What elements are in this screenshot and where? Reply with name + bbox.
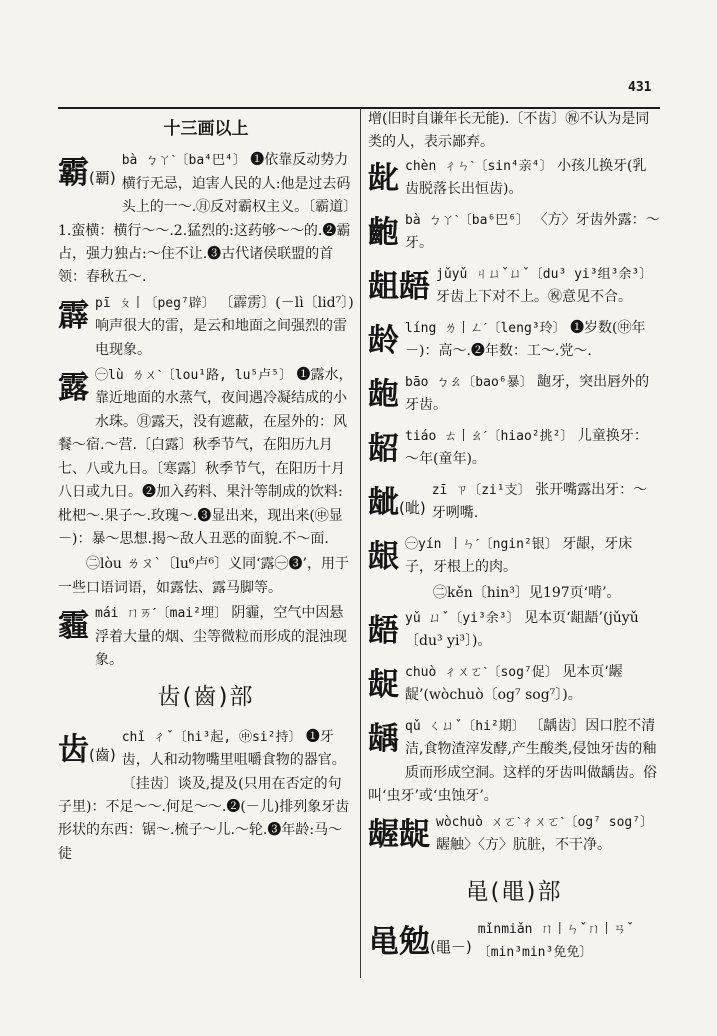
left-entry-list — [58, 149, 354, 672]
dictionary-entry — [368, 425, 660, 477]
definition-text: 〈方〉牙齿外露：～牙。 — [405, 211, 660, 252]
headword-char: 黾勉 — [368, 924, 430, 961]
headword — [58, 151, 116, 201]
headword-char: 龌龊 — [368, 816, 430, 853]
sub-reading: ㊁lòu ㄌㄡˋ〔lu⁶卢⁶〕义同‘露㊀❸’，用于一些口语词语，如露怯、露马脚等。 — [58, 556, 349, 596]
pronunciation: ㊀lù ㄌㄨˋ〔lou¹路, lu⁵卢⁵〕 — [95, 368, 293, 384]
definition-text: 牙齿上下对不上。㊗意见不合。 — [436, 289, 632, 306]
left-tail-entry — [58, 726, 354, 866]
dictionary-entry — [368, 811, 660, 863]
dictionary-entry — [368, 479, 660, 531]
pronunciation: líng ㄌ丨ㄥˊ〔leng³玲〕 — [405, 320, 566, 336]
headword-char: 龄 — [368, 322, 399, 359]
dictionary-entry — [368, 918, 660, 970]
sub-reading: ㊁kěn〔hin³〕见197页‘啃’。 — [433, 584, 621, 601]
pronunciation: mǐnmiǎn ㄇ丨ㄣˇㄇ丨ㄢˇ〔min³min³免免〕 — [477, 922, 634, 961]
entry-definition — [368, 661, 660, 708]
headword-char: 龅 — [368, 376, 399, 413]
left-column — [58, 118, 354, 868]
pronunciation: mái ㄇㄞˊ〔mai²埋〕 — [95, 606, 227, 622]
headword-char: 霸 — [58, 155, 89, 192]
pronunciation: wòchuò ㄨㄛˋㄔㄨㄛˋ〔og⁷ sog⁷〕 — [436, 814, 654, 830]
entry-definition — [368, 209, 660, 256]
headword-char: 齿 — [58, 731, 89, 768]
headword — [368, 157, 399, 207]
dictionary-entry — [368, 715, 660, 809]
column-divider — [360, 108, 361, 978]
dictionary-entry — [58, 149, 354, 289]
headword — [368, 813, 430, 863]
headword-variant: (齒) — [89, 745, 116, 764]
radical-heading-chi: 齿(齒)部 — [157, 684, 255, 711]
dictionary-entry — [58, 726, 354, 866]
headword-char: 齙 — [368, 214, 399, 251]
headword — [58, 294, 89, 344]
pronunciation: ㊀yín 丨ㄣˊ〔ngin²银〕 — [405, 536, 558, 552]
headword-char: 龉 — [368, 613, 399, 650]
definition-text: 见本页‘龌龊’(wòchuò〔og⁷ sog⁷〕)。 — [405, 664, 623, 704]
headword — [58, 604, 89, 654]
pronunciation: bà ㄅㄚˋ〔ba⁶巴⁶〕 — [405, 212, 530, 228]
definition-text: ❶牙齿，人和动物嘴里咀嚼食物的器官。〔挂齿〕谈及,提及(只用在否定的句子里)：不足～～.何足～～.❷(－儿)排列象牙齿形状的东西：锯～.梳子～儿.～轮.❸年龄:马～徒 — [58, 728, 350, 862]
definition-text: ❶露水，靠近地面的水蒸气，夜间遇冷凝结成的小水珠。㊊露天，没有遮蔽，在屋外的：风餐～宿.～营.〔白露〕秋季节气，在阳历九月七、八或九日。〔寒露〕秋季节气，在阳历十月八日或九日。❷加入药料、果汁等制成的饮料:枇杷～.果子～.玫瑰～.❸显出来，现出来(㊥显－)：暴～思想.揭～敌人丑恶的面貌.不～面. — [58, 367, 353, 547]
headword-char: 霹 — [58, 297, 89, 334]
headword-char: 龃龉 — [368, 268, 430, 305]
entry-definition — [58, 364, 354, 551]
dictionary-entry — [368, 317, 660, 369]
dictionary-entry — [58, 292, 354, 362]
definition-text: 龌触〉〈方〉肮脏，不干净。 — [436, 837, 611, 854]
headword-char: 龇 — [368, 484, 399, 521]
dictionary-entry — [368, 607, 660, 659]
headword — [58, 366, 89, 416]
radical-heading-min: 黾(黽)部 — [465, 878, 563, 905]
headword — [58, 728, 116, 778]
page-number: 431 — [628, 80, 652, 95]
headword-char: 龋 — [368, 721, 399, 758]
headword-char: 龀 — [368, 160, 399, 197]
headword — [368, 609, 399, 659]
pronunciation: pī ㄆ丨〔peg⁷辟〕 — [95, 295, 215, 311]
definition-text: ❶依靠反动势力横行无忌，迫害人民的人:他是过去码头上的一～.㊊反对霸权主义。〔霸道〕1.蛮横：横行～～.2.猛烈的:这药够～～的.❷霸占，强力独占:～住不让.❸古代诸侯联盟的首领：春秋五～. — [58, 152, 351, 286]
dictionary-entry — [368, 661, 660, 713]
dictionary-entry — [368, 533, 660, 605]
definition-text: 龅牙，突出唇外的牙齿。 — [405, 373, 650, 414]
entry-definition — [368, 425, 660, 472]
headword — [368, 211, 399, 261]
dictionary-entry — [368, 263, 660, 315]
right-entry-list — [368, 155, 660, 863]
headword — [368, 265, 430, 315]
dictionary-entry — [58, 364, 354, 600]
entry-definition — [368, 715, 660, 809]
entry-definition — [368, 317, 660, 364]
headword — [368, 481, 426, 531]
pronunciation: chuò ㄔㄨㄛˋ〔sog⁷促〕 — [405, 665, 558, 681]
definition-text: 张开嘴露出牙：～牙咧嘴. — [431, 481, 648, 522]
entry-definition — [368, 371, 660, 418]
definition-text: 牙龈，牙床子，牙根上的肉。 — [405, 535, 633, 576]
headword — [368, 920, 472, 970]
headword-char: 霾 — [58, 608, 89, 645]
pronunciation: qǔ ㄑㄩˇ〔hi²期〕 — [405, 719, 525, 735]
headword — [368, 535, 399, 585]
headword-char: 龊 — [368, 667, 399, 704]
definition-text: 小孩儿换牙(乳齿脱落长出恒齿)。 — [405, 157, 647, 198]
pronunciation: chèn ㄔㄣˋ〔sin⁴亲⁴〕 — [405, 158, 553, 174]
headword — [368, 717, 399, 767]
headword-char: 龈 — [368, 538, 399, 575]
headword — [368, 427, 399, 477]
entry-definition — [368, 607, 660, 654]
pronunciation: bāo ㄅㄠ〔bao⁶暴〕 — [405, 374, 533, 390]
headword-variant: (黽－) — [430, 938, 472, 957]
pronunciation: bà ㄅㄚˋ〔ba⁴巴⁴〕 — [121, 153, 246, 169]
dictionary-entry — [368, 209, 660, 261]
entry-definition — [58, 602, 354, 672]
continued-text: 增(旧时自谦年长无能).〔不齿〕㊗不认为是同类的人，表示鄙弃。 — [368, 111, 650, 151]
definition-text: 〔龋齿〕因口腔不清洁,食物渣滓发酵,产生酸类,侵蚀牙齿的釉质而形成空洞。这样的牙齿叫做龋齿。俗叫‘虫牙’或‘虫蚀牙’。 — [368, 718, 657, 805]
entry-definition — [368, 533, 660, 580]
dictionary-entry — [368, 371, 660, 423]
pronunciation: jǔyǔ ㄐㄩˇㄩˇ〔du³ yi³组³余³〕 — [436, 266, 653, 282]
pronunciation: chǐ ㄔˇ〔hi³起, ㊥si²持〕 — [121, 729, 302, 745]
definition-text: 见本页‘龃龉’(jǔyǔ〔du³ yi³〕)。 — [405, 610, 639, 650]
headword — [368, 373, 399, 423]
definition-text: 〔霹雳〕(－lì〔lid⁷〕)响声很大的雷，是云和地面之间强烈的雷电现象。 — [95, 294, 354, 358]
right-column — [368, 108, 660, 972]
headword-char: 龆 — [368, 430, 399, 467]
right-tail-entry — [368, 918, 660, 970]
pronunciation: tiáo ㄊ丨ㄠˊ〔hiao²挑²〕 — [405, 428, 574, 444]
pronunciation: zī ㄗ〔zi¹支〕 — [431, 482, 531, 498]
headword-char: 露 — [58, 370, 89, 407]
headword — [368, 319, 399, 369]
entry-definition — [58, 292, 354, 362]
definition-text: 儿童换牙：～年(童年)。 — [405, 427, 648, 468]
section-heading: 十三画以上 — [163, 119, 249, 139]
pronunciation: yǔ ㄩˇ〔yi³余³〕 — [405, 611, 520, 627]
dictionary-entry — [58, 602, 354, 672]
headword — [368, 663, 399, 713]
entry-definition — [368, 155, 660, 202]
definition-text: 阴霾，空气中因悬浮着大量的烟、尘等微粒而形成的混浊现象。 — [95, 605, 347, 668]
definition-text: ❶岁数(㊥年－)：高～.❷年数：工～.党～. — [405, 319, 646, 360]
dictionary-entry — [368, 155, 660, 207]
headword-variant: (覇) — [89, 169, 116, 188]
headword-variant: (呲) — [399, 498, 426, 517]
